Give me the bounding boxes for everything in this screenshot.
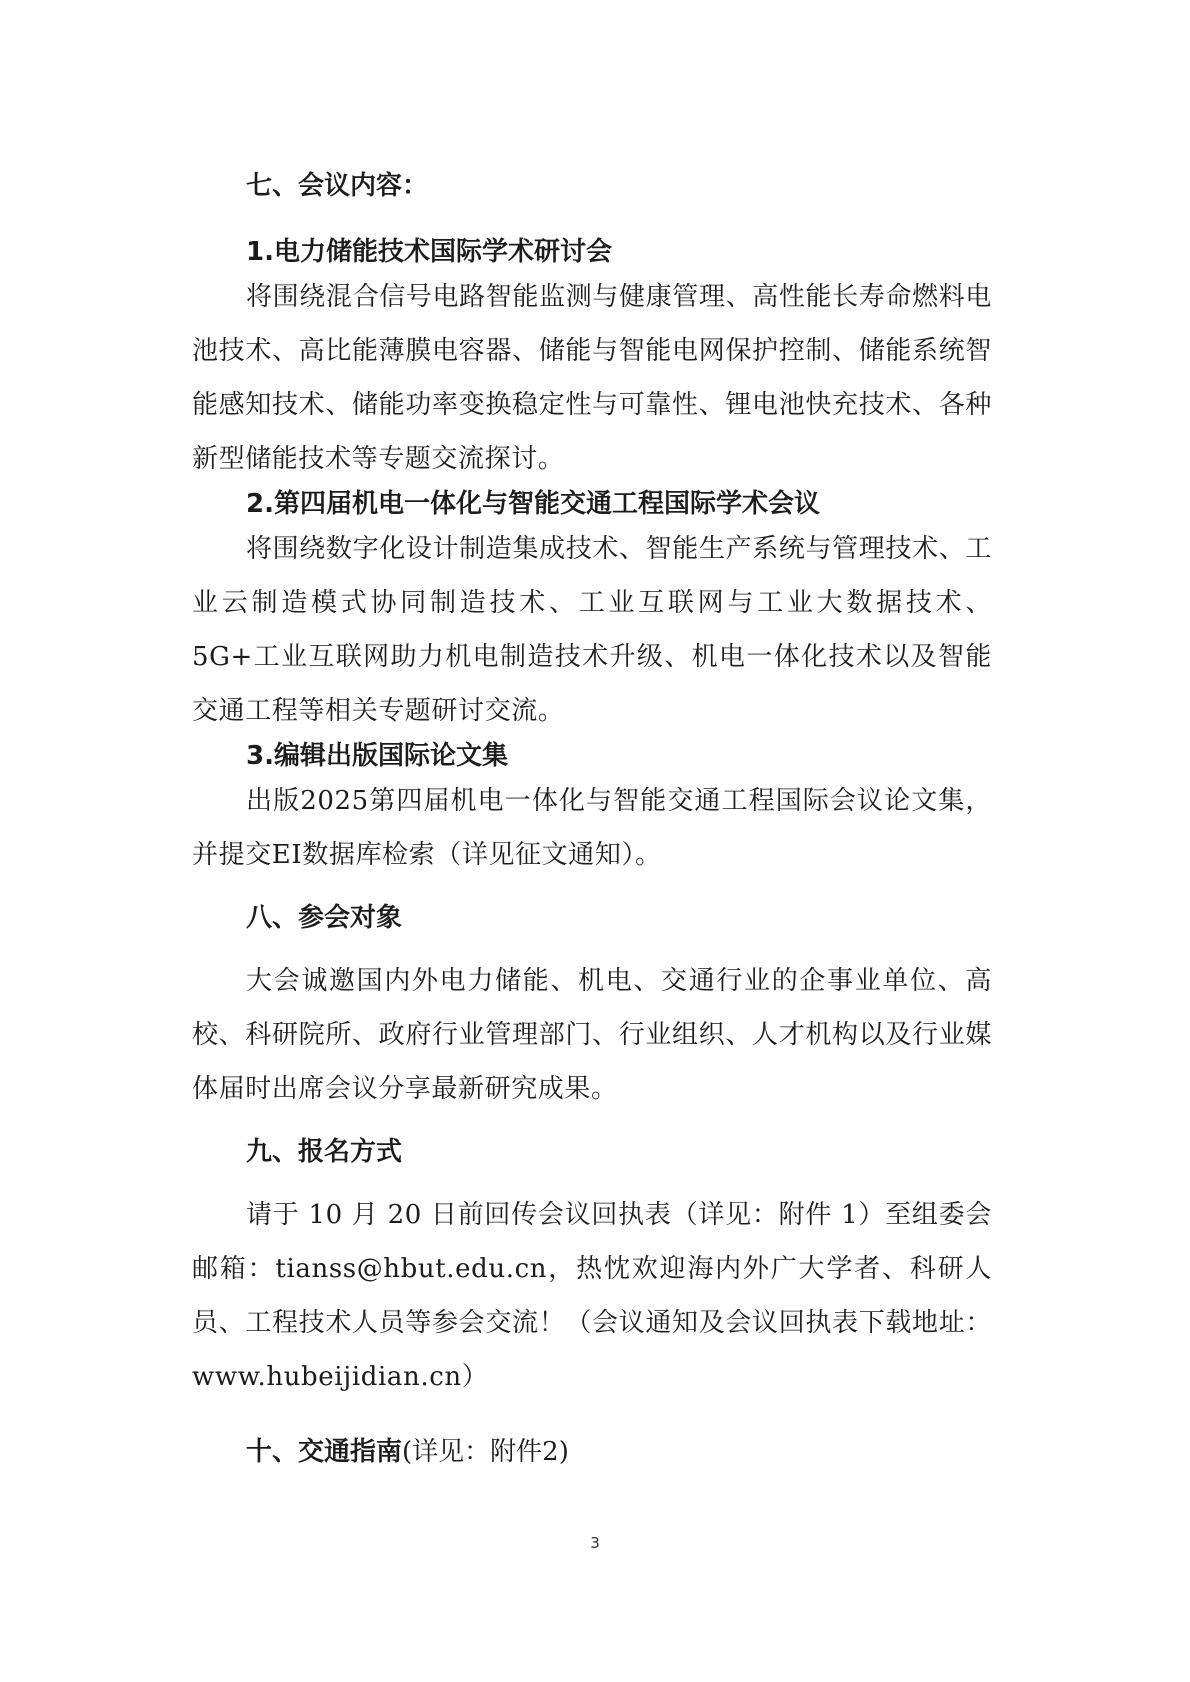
- section-9-heading: 九、报名方式: [246, 1137, 403, 1167]
- section-9-paragraph: 请于 10 月 20 日前回传会议回执表（详见：附件 1）至组委会邮箱：tianss@hbut.edu.cn，热忱欢迎海内外广大学者、科研人员、工程技术人员等参会交流！（会议通知及会议回执表下载地址：www.hubeijidian.cn）: [192, 1200, 992, 1392]
- page-number: 3: [590, 1534, 600, 1552]
- item-2-heading: 2.第四届机电一体化与智能交通工程国际学术会议: [246, 489, 820, 519]
- item-3-heading: 3.编辑出版国际论文集: [246, 741, 508, 771]
- section-7-heading: 七、会议内容：: [246, 171, 429, 201]
- item-2-paragraph: 将围绕数字化设计制造集成技术、智能生产系统与管理技术、工业云制造模式协同制造技术、工业互联网与工业大数据技术、5G+工业互联网助力机电制造技术升级、机电一体化技术以及智能交通工程等相关专题研讨交流。: [192, 534, 992, 726]
- section-8-paragraph: 大会诚邀国内外电力储能、机电、交通行业的企事业单位、高校、科研院所、政府行业管理部门、行业组织、人才机构以及行业媒体届时出席会议分享最新研究成果。: [192, 966, 992, 1104]
- section-10-note: (详见：附件2): [402, 1437, 569, 1467]
- page-content: [192, 168, 992, 1470]
- item-3-paragraph: 出版2025第四届机电一体化与智能交通工程国际会议论文集，并提交EI数据库检索（详见征文通知）。: [192, 786, 992, 870]
- section-8-heading: 八、参会对象: [246, 903, 403, 933]
- section-10-heading: [192, 1434, 992, 1470]
- item-1-heading: 1.电力储能技术国际学术研讨会: [246, 237, 612, 267]
- section-10-title: 十、交通指南: [246, 1437, 403, 1467]
- item-1-paragraph: 将围绕混合信号电路智能监测与健康管理、高性能长寿命燃料电池技术、高比能薄膜电容器、储能与智能电网保护控制、储能系统智能感知技术、储能功率变换稳定性与可靠性、锂电池快充技术、各种新型储能技术等专题交流探讨。: [192, 282, 992, 474]
